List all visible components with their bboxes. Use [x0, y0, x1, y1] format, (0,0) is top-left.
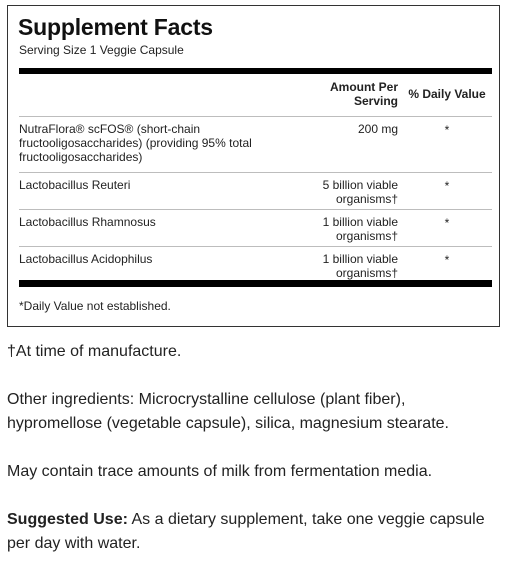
daily-value-footnote: *Daily Value not established.: [19, 299, 171, 313]
serving-size: Serving Size 1 Veggie Capsule: [19, 43, 184, 57]
ingredient-amount-line: organisms†: [335, 229, 398, 243]
header-amount-line1: Amount Per: [329, 80, 398, 94]
row-divider: [19, 209, 492, 210]
ingredient-amount-line: 1 billion viable: [322, 215, 398, 229]
ingredient-dv-acidophilus: *: [444, 253, 450, 267]
ingredient-name-line: fructooligosaccharides): [19, 150, 143, 164]
ingredient-amount-line: organisms†: [335, 266, 398, 280]
row-divider: [19, 246, 492, 247]
ingredient-amount-line: 200 mg: [357, 122, 398, 136]
other-ingredients: [7, 388, 503, 436]
other-ingredients-line: Other ingredients: Microcrystalline cellulose (plant fiber),: [7, 391, 406, 408]
manufacture-note: †At time of manufacture.: [7, 343, 182, 360]
ingredient-amount-nutraflora: [288, 122, 398, 136]
ingredient-dv-nutraflora: *: [444, 123, 450, 137]
suggested-use-line: per day with water.: [7, 535, 141, 552]
suggested-use-text: As a dietary supplement, take one veggie capsule: [127, 511, 485, 528]
ingredient-name-line: Lactobacillus Reuteri: [19, 178, 131, 192]
ingredient-name-line: Lactobacillus Acidophilus: [19, 252, 153, 266]
ingredient-name-line: NutraFlora® scFOS® (short-chain: [19, 122, 201, 136]
header-amount-per-serving: [308, 80, 398, 108]
facts-title: Supplement Facts: [18, 14, 213, 40]
header-amount-line2: Serving: [353, 94, 398, 108]
ingredient-name-nutraflora: [19, 122, 279, 164]
supplement-facts-panel: [7, 5, 500, 327]
row-divider: [19, 172, 492, 173]
suggested-use-line: [7, 508, 503, 532]
ingredient-amount-line: 5 billion viable: [322, 178, 398, 192]
ingredient-name-acidophilus: [19, 252, 279, 266]
ingredient-name-line: Lactobacillus Rhamnosus: [19, 215, 156, 229]
ingredient-dv-rhamnosus: *: [444, 216, 450, 230]
ingredient-amount-rhamnosus: [288, 215, 398, 243]
ingredient-amount-acidophilus: [288, 252, 398, 280]
ingredient-amount-line: 1 billion viable: [322, 252, 398, 266]
ingredient-amount-line: organisms†: [335, 192, 398, 206]
other-ingredients-line: hypromellose (vegetable capsule), silica, magnesium stearate.: [7, 415, 449, 432]
ingredient-amount-reuteri: [288, 178, 398, 206]
suggested-use-label: Suggested Use:: [7, 511, 128, 528]
header-daily-value: % Daily Value: [408, 87, 486, 101]
suggested-use: [7, 508, 503, 556]
ingredient-dv-reuteri: *: [444, 179, 450, 193]
divider-thick-top: [19, 68, 492, 74]
divider-header: [19, 116, 492, 117]
divider-thick-bottom: [19, 280, 492, 287]
ingredient-name-rhamnosus: [19, 215, 279, 229]
ingredient-name-line: fructooligosaccharides) (providing 95% total: [19, 136, 252, 150]
milk-warning: May contain trace amounts of milk from fermentation media.: [7, 463, 433, 480]
ingredient-name-reuteri: [19, 178, 279, 192]
